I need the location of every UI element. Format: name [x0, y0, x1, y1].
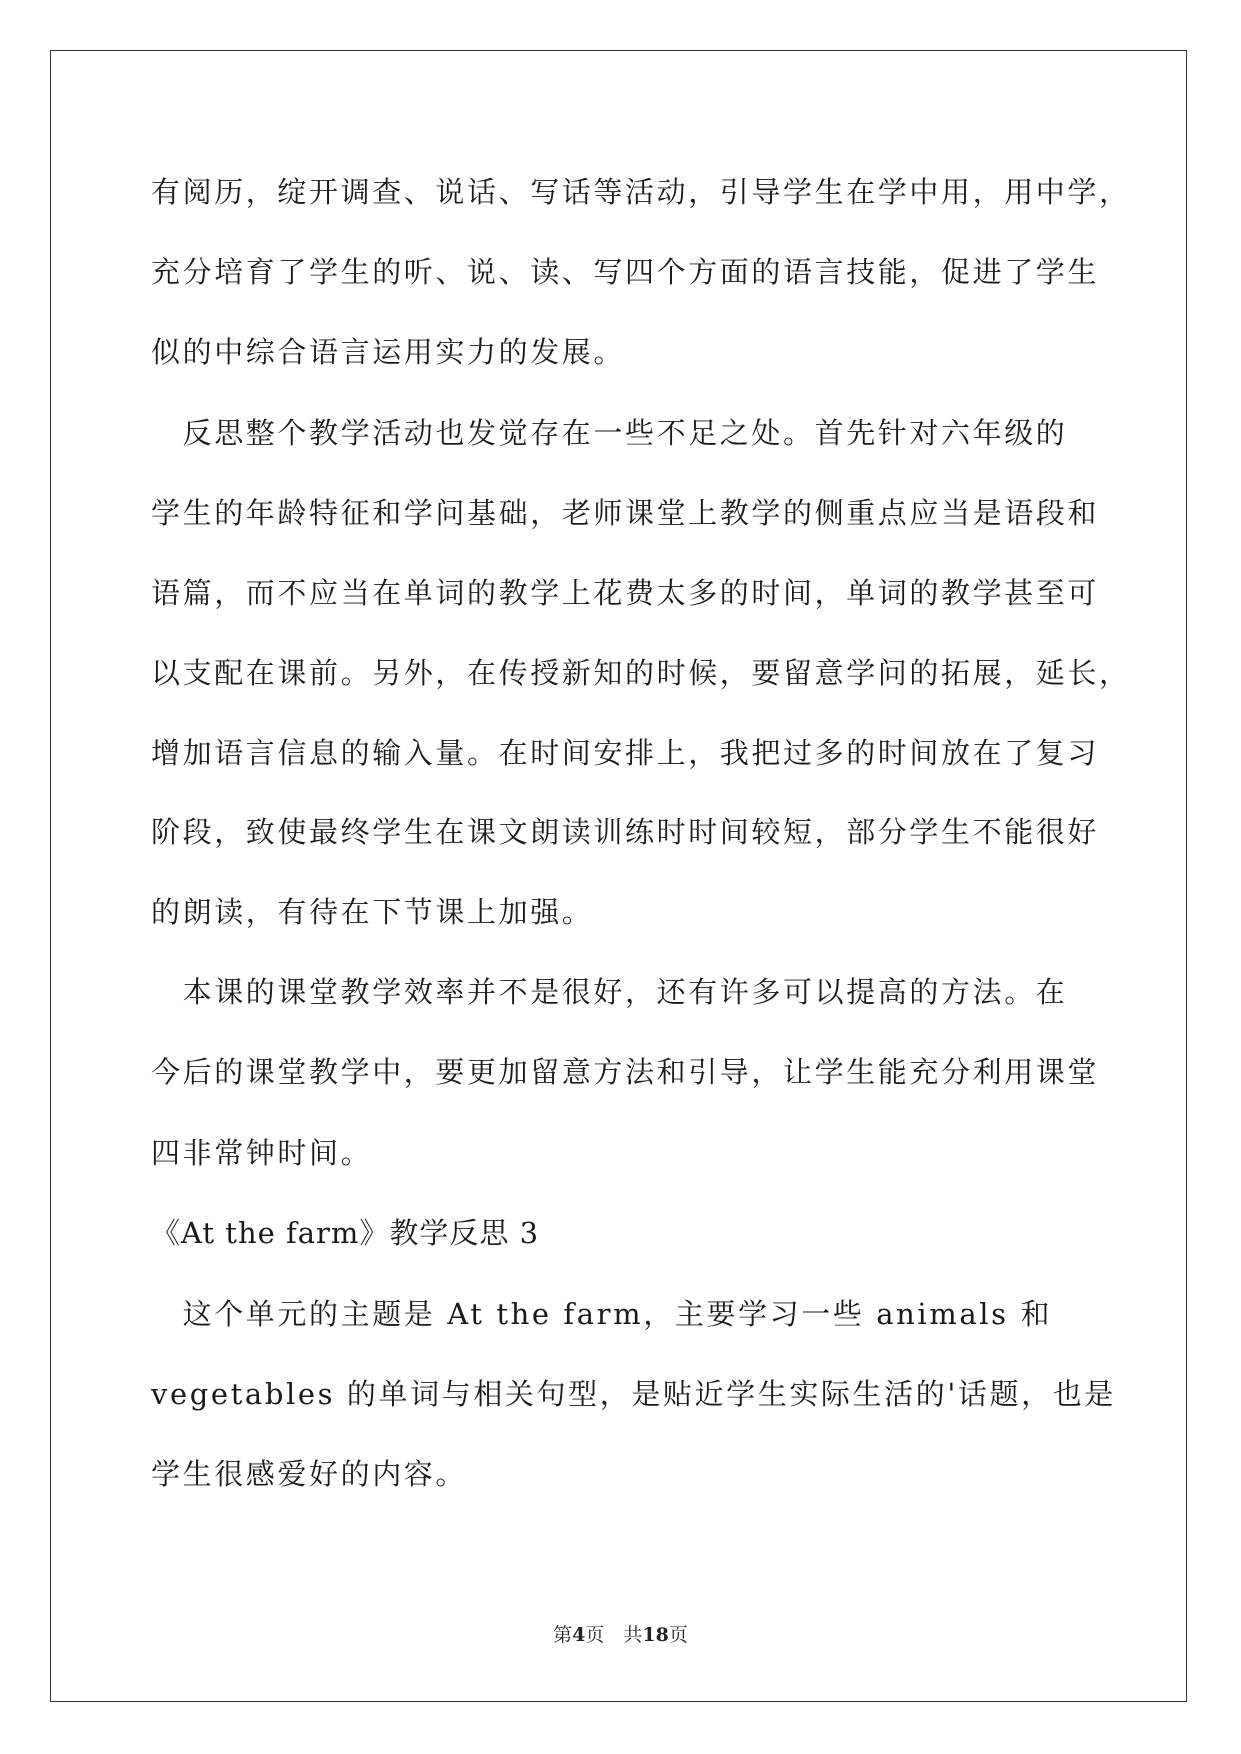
current-page-number: 4 [572, 1624, 586, 1646]
text-line: vegetables 的单词与相关句型，是贴近学生实际生活的'话题，也是 [151, 1377, 1116, 1411]
section-heading: 《At the farm》教学反思 3 [151, 1216, 540, 1250]
text-line: 似的中综合语言运用实力的发展。 [151, 335, 626, 369]
text-line: 本课的课堂教学效率并不是很好，还有许多可以提高的方法。在 [151, 975, 1068, 1009]
footer-mid: 页 共 [585, 1624, 643, 1646]
text-line: 这个单元的主题是 At the farm，主要学习一些 animals 和 [151, 1297, 1053, 1331]
text-line: 以支配在课前。另外，在传授新知的时候，要留意学问的拓展，延长， [151, 656, 1131, 690]
footer-suffix: 页 [668, 1624, 688, 1646]
text-line: 语篇，而不应当在单词的教学上花费太多的时间，单词的教学甚至可 [151, 576, 1100, 610]
text-line: 充分培育了学生的听、说、读、写四个方面的语言技能，促进了学生 [151, 255, 1100, 289]
text-line: 有阅历，绽开调查、说话、写话等活动，引导学生在学中用，用中学， [151, 175, 1131, 209]
text-line: 学生的年龄特征和学问基础，老师课堂上教学的侧重点应当是语段和 [151, 496, 1100, 530]
footer-prefix: 第 [553, 1624, 573, 1646]
text-line: 增加语言信息的输入量。在时间安排上，我把过多的时间放在了复习 [151, 736, 1100, 770]
text-line: 今后的课堂教学中，要更加留意方法和引导，让学生能充分利用课堂 [151, 1055, 1100, 1089]
page-footer [0, 1623, 1241, 1647]
text-line: 阶段，致使最终学生在课文朗读训练时时间较短，部分学生不能很好 [151, 815, 1100, 849]
total-page-number: 18 [642, 1624, 669, 1646]
text-line: 学生很感爱好的内容。 [151, 1457, 468, 1491]
text-line: 四非常钟时间。 [151, 1136, 373, 1170]
text-line: 的朗读，有待在下节课上加强。 [151, 895, 594, 929]
text-line: 反思整个教学活动也发觉存在一些不足之处。首先针对六年级的 [151, 416, 1068, 450]
